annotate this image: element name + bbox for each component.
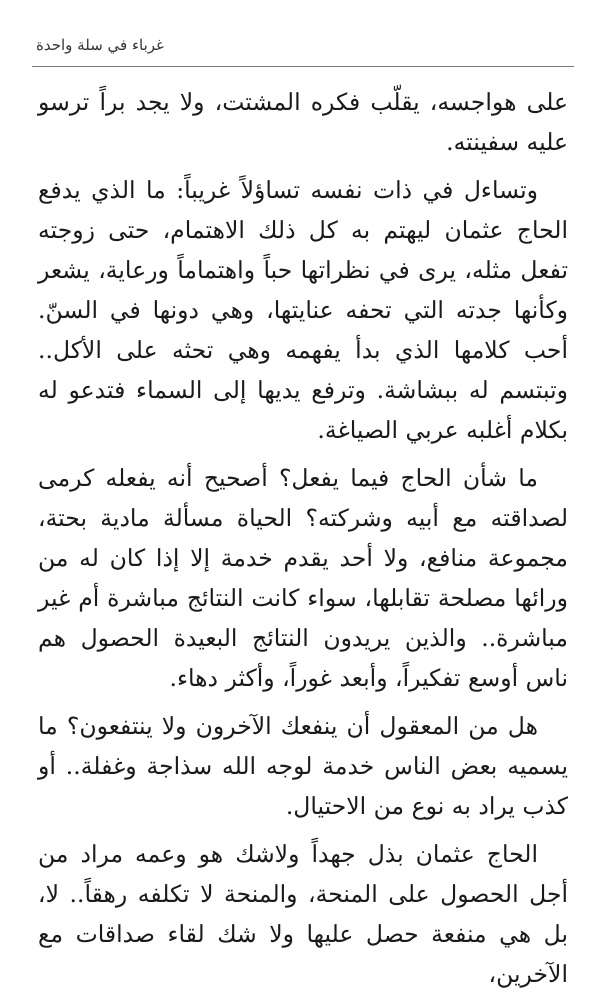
running-header-title: غرباء في سلة واحدة xyxy=(36,36,164,54)
header-divider xyxy=(32,66,574,67)
paragraph-4: هل من المعقول أن ينفعك الآخرون ولا ينتفعون؟ ما يسميه بعض الناس خدمة لوجه الله سذاجة وغفلة.. أو كذب يراد به نوع من الاحتيال. xyxy=(38,712,568,820)
paragraph-3: ما شأن الحاج فيما يفعل؟ أصحيح أنه يفعله كرمى لصداقته مع أبيه وشركته؟ الحياة مسألة مادية بحتة، مجموعة منافع، ولا أحد يقدم خدمة إلا إذا كان له من ورائها مصلحة تقابلها، سواء كانت النتائج مباشرة أم غير مباشرة.. والذين يريدون النتائج البعيدة الحصول هم ناس أوسع تفكيراً، وأبعد غوراً، وأكثر دهاء. xyxy=(38,464,568,692)
body-text xyxy=(38,82,568,1002)
paragraph-1: على هواجسه، يقلّب فكره المشتت، ولا يجد براً ترسو عليه سفينته. xyxy=(38,88,568,156)
paragraph-2: وتساءل في ذات نفسه تساؤلاً غريباً: ما الذي يدفع الحاج عثمان ليهتم به كل ذلك الاهتمام، حتى زوجته تفعل مثله، يرى في نظراتها حباً واهتماماً ورعاية، يشعر وكأنها جدته التي تحفه عنايتها، وهي دونها في السنّ. أحب كلامها الذي بدأ يفهمه وهي تحثه على الأكل.. وتبتسم له ببشاشة. وترفع يديها إلى السماء فتدعو له بكلام أغلبه عربي الصياغة. xyxy=(38,176,568,444)
paragraph-5: الحاج عثمان بذل جهداً ولاشك هو وعمه مراد من أجل الحصول على المنحة، والمنحة لا تكلفه رهقاً.. لا، بل هي منفعة حصل عليها ولا شك لقاء صداقات مع الآخرين، xyxy=(38,840,568,988)
